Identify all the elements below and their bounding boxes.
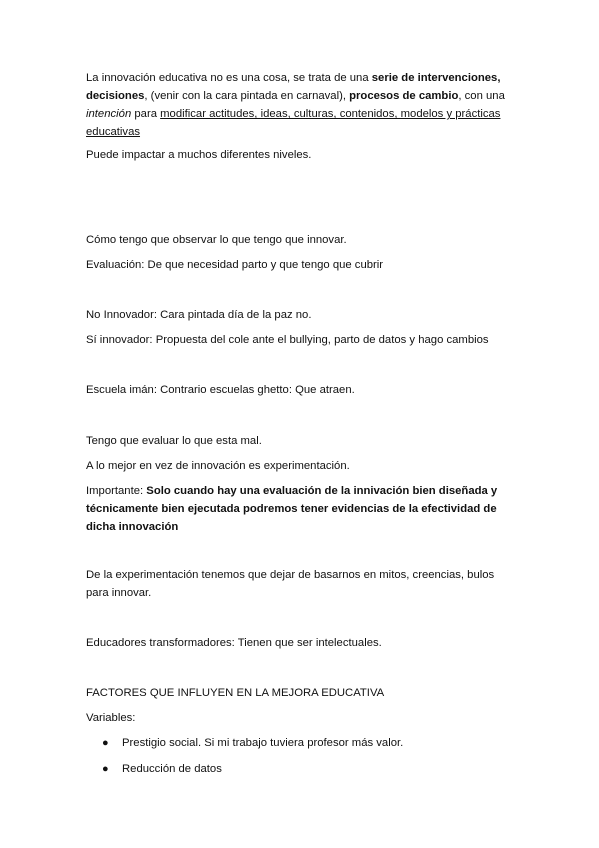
paragraph-observe: Cómo tengo que observar lo que tengo que innovar. — [86, 234, 347, 246]
bold-segment: serie de intervenciones, decisiones — [86, 72, 501, 102]
text-segment: Importante: — [86, 485, 147, 497]
bold-segment: Solo cuando hay una evaluación de la innivación bien diseñada y técnicamente bien ejecutada podremos tener evidencias de la efectividad de dicha innovación — [86, 485, 498, 533]
paragraph-evaluate-wrong: Tengo que evaluar lo que esta mal. — [86, 435, 262, 447]
text-segment: para — [131, 108, 161, 120]
paragraph-myths: De la experimentación tenemos que dejar de basarnos en mitos, creencias, bulos para innovar. — [86, 569, 495, 599]
paragraph-important — [86, 482, 516, 536]
text-segment: La innovación educativa no es una cosa, se trata de una — [86, 72, 372, 84]
paragraph-magnet-school: Escuela imán: Contrario escuelas ghetto: Que atraen. — [86, 384, 355, 396]
paragraph-impact: Puede impactar a muchos diferentes niveles. — [86, 149, 312, 161]
bullet-icon: ● — [102, 763, 109, 775]
paragraph-innovative: Sí innovador: Propuesta del cole ante el bullying, parto de datos y hago cambios — [86, 334, 489, 346]
text-segment: , con una — [458, 90, 505, 102]
paragraph-transformers: Educadores transformadores: Tienen que ser intelectuales. — [86, 637, 382, 649]
paragraph-not-innovative: No Innovador: Cara pintada día de la paz no. — [86, 309, 312, 321]
bullet-icon: ● — [102, 737, 109, 749]
underlined-segment: modificar actitudes, ideas, culturas, contenidos, modelos y prácticas educativas — [86, 108, 501, 138]
list-item: Reducción de datos — [122, 763, 222, 775]
italic-segment: intención — [86, 108, 132, 120]
text-segment: , (venir con la cara pintada en carnaval), — [144, 90, 350, 102]
paragraph-variables: Variables: — [86, 712, 136, 724]
section-heading-factors: FACTORES QUE INFLUYEN EN LA MEJORA EDUCATIVA — [86, 687, 385, 699]
list-item: Prestigio social. Si mi trabajo tuviera profesor más valor. — [122, 737, 404, 749]
bold-segment: procesos de cambio — [349, 90, 459, 102]
paragraph-experimentation: A lo mejor en vez de innovación es experimentación. — [86, 460, 350, 472]
paragraph-evaluation: Evaluación: De que necesidad parto y que tengo que cubrir — [86, 259, 384, 271]
paragraph-innovation-definition — [86, 69, 526, 141]
